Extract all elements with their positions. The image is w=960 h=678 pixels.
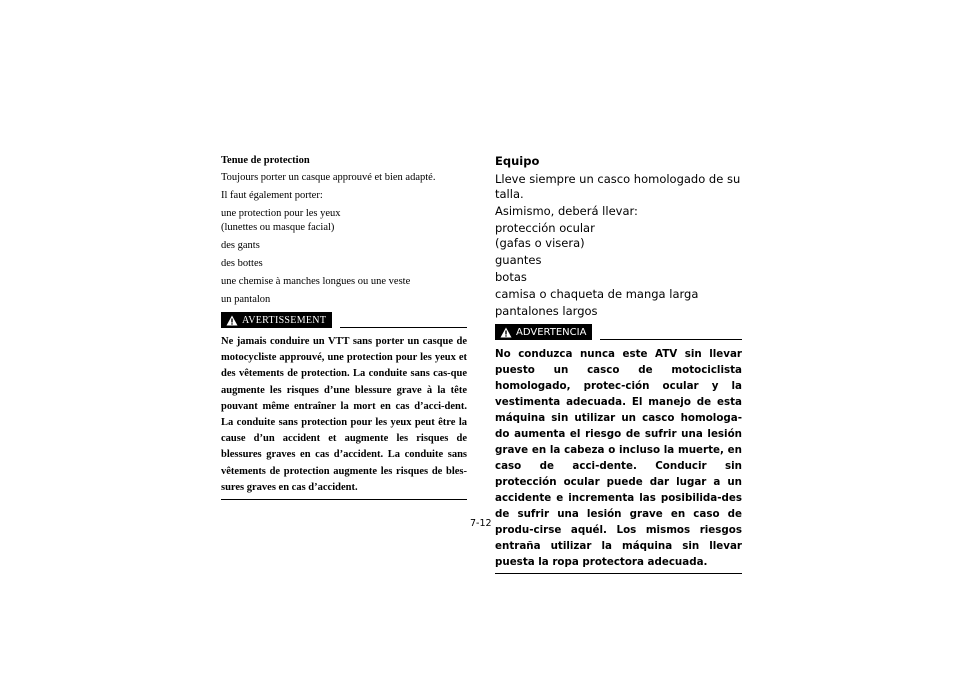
list-item [221, 207, 467, 235]
text-line: Il faut également porter: [221, 190, 323, 201]
text-line: Asimismo, deberá llevar: [495, 204, 638, 218]
list-item: un pantalon [221, 294, 271, 305]
list-item-text: une protection pour les yeux [221, 208, 341, 219]
list-item-text: protección ocular [495, 221, 595, 235]
warning-text: Ne jamais conduire un VTT sans porter un casque de motocycliste approuvé, une protection pour les yeux et des vêtements de protection. La conduite sans cas-que augmente les risques d’une blessure grave à la tête pouvant même entraîner la mort en cas d’acci-dent. La conduite sans protection pour les yeux peut être la cause d’un accident et augmente les risques de blessures graves en cas d’accident. La conduite sans vêtements de protection augmente les risques de bles-sures graves en cas d’accident. [221, 336, 467, 493]
text-line: Lleve siempre un casco homologado de su talla. [495, 172, 741, 201]
list-item: pantalones largos [495, 304, 598, 318]
list-item-subtext: (lunettes ou masque facial) [221, 222, 335, 233]
warning-triangle-icon [500, 327, 512, 338]
warning-rule [600, 339, 742, 340]
page-number: 7-12 [470, 518, 492, 529]
warning-label: ADVERTENCIA [516, 326, 587, 338]
list-item: camisa o chaqueta de manga larga [495, 287, 699, 301]
list-item-subtext: (gafas o visera) [495, 236, 585, 250]
spanish-column [495, 154, 742, 574]
warning-header [221, 312, 467, 328]
list-item: des gants [221, 240, 260, 251]
warning-end-rule [495, 573, 742, 574]
text-line: Toujours porter un casque approuvé et bien adapté. [221, 172, 436, 183]
warning-badge [495, 324, 592, 340]
warning-header [495, 324, 742, 340]
list-item: des bottes [221, 258, 263, 269]
warning-text: No conduzca nunca este ATV sin llevar puesto un casco de motociclista homologado, protec-ción ocular y la vestimenta adecuada. El manejo de esta máquina sin utilizar un casco homologa-do aumenta el riesgo de sufrir una lesión grave en la cabeza o incluso la muerte, en caso de acci-dente. Conducir sin protección ocular puede dar lugar a un accidente e incrementa las posibilida-des de sufrir una lesión grave en caso de produ-cirse aquél. Los mismos riesgos entraña utilizar la máquina sin llevar puesta la ropa protectora adecuada. [495, 348, 742, 568]
section-title-fr: Tenue de protection [221, 155, 310, 166]
list-item: une chemise à manches longues ou une veste [221, 276, 411, 287]
warning-triangle-icon [226, 315, 238, 326]
warning-label: AVERTISSEMENT [242, 314, 327, 326]
warning-badge [221, 312, 332, 328]
section-title-es: Equipo [495, 154, 540, 168]
warning-rule [340, 327, 467, 328]
list-item [495, 221, 742, 251]
warning-end-rule [221, 499, 467, 500]
list-item: guantes [495, 253, 542, 267]
list-item: botas [495, 270, 527, 284]
french-column [221, 154, 467, 500]
